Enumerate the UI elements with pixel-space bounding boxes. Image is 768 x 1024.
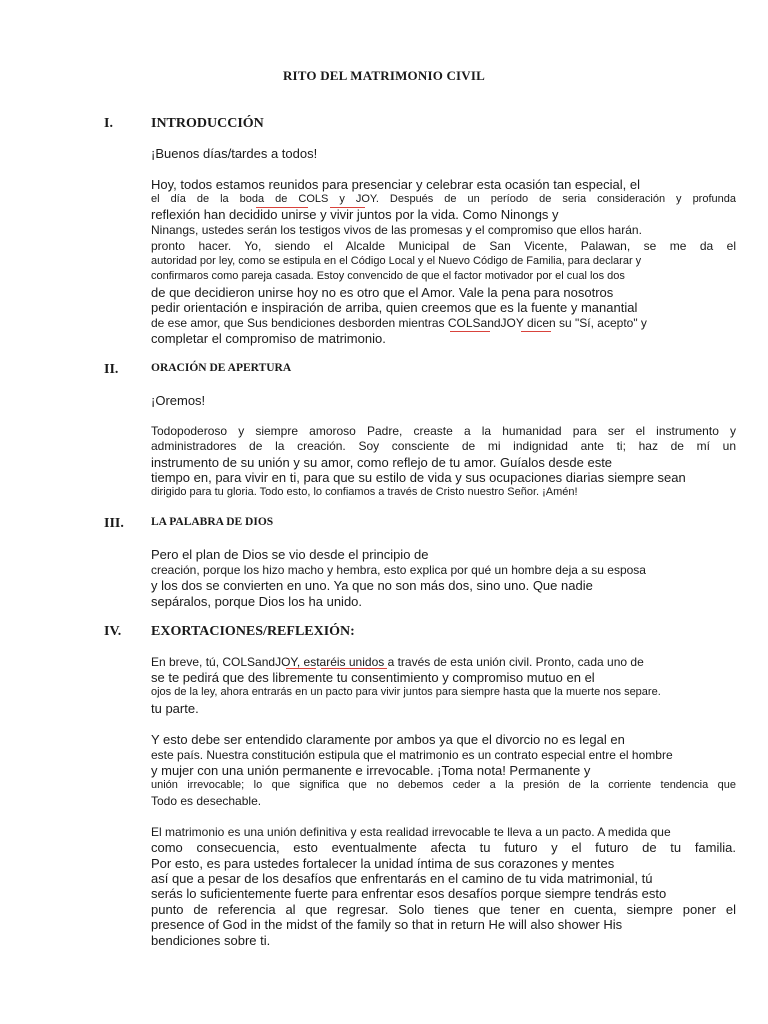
paragraph-line: tiempo en, para vivir en ti, para que su estilo de vida y sus ocupaciones diarias siempre sean [151, 470, 686, 485]
paragraph-line: y los dos se convierten en uno. Ya que no son más dos, sino uno. Que nadie [151, 578, 593, 593]
paragraph-line: completar el compromiso de matrimonio. [151, 331, 386, 346]
paragraph-line: pedir orientación e inspiración de arriba, quien creemos que es la fuente y manantial [151, 300, 638, 315]
paragraph-line: Hoy, todos estamos reunidos para presenciar y celebrar esta ocasión tan especial, el [151, 177, 640, 192]
section-heading: EXORTACIONES/REFLEXIÓN: [151, 624, 355, 639]
paragraph-line: autoridad por ley, como se estipula en el Código Local y el Nuevo Código de Familia, para declarar y [151, 255, 642, 267]
paragraph-line: creación, porque los hizo macho y hembra, esto explica por qué un hombre deja a su esposa [151, 563, 646, 577]
section-heading: INTRODUCCIÓN [151, 116, 264, 131]
section-heading: LA PALABRA DE DIOS [151, 516, 274, 528]
paragraph-line: y mujer con una unión permanente e irrevocable. ¡Toma nota! Permanente y [151, 763, 591, 778]
paragraph-line: Y esto debe ser entendido claramente por ambos ya que el divorcio no es legal en [151, 732, 625, 747]
paragraph-line: serás lo suficientemente fuerte para enfrentar esos desafíos porque siempre tendrás esto [151, 886, 667, 901]
paragraph-line: El matrimonio es una unión definitiva y esta realidad irrevocable te lleva a un pacto. A medida que [151, 825, 671, 839]
section-number: III. [104, 516, 124, 531]
paragraph-line: ojos de la ley, ahora entrarás en un pacto para vivir juntos para siempre hasta que la muerte nos separe. [151, 686, 661, 698]
spellcheck-underline [286, 668, 316, 669]
paragraph-line: así que a pesar de los desafíos que enfrentarás en el camino de tu vida matrimonial, tú [151, 871, 653, 886]
paragraph-line: ¡Oremos! [151, 393, 206, 408]
paragraph-line: ¡Buenos días/tardes a todos! [151, 146, 318, 161]
section-number: II. [104, 362, 119, 377]
paragraph-line: unión irrevocable; lo que significa que no debemos ceder a la presión de la corriente tendencia que [151, 779, 736, 791]
paragraph-line: tu parte. [151, 701, 199, 716]
paragraph-line: este país. Nuestra constitución estipula que el matrimonio es un contrato especial entre el hombre [151, 748, 673, 762]
paragraph-line: Pero el plan de Dios se vio desde el principio de [151, 547, 429, 562]
section-number: I. [104, 116, 113, 131]
paragraph-line: Todopoderoso y siempre amoroso Padre, creaste a la humanidad para ser el instrumento y [151, 424, 736, 438]
paragraph-line: se te pedirá que des libremente tu consentimiento y compromiso mutuo en el [151, 670, 595, 685]
paragraph-line: de ese amor, que Sus bendiciones desborden mientras COLSandJOY dicen su "Sí, acepto" y [151, 316, 647, 330]
paragraph-line: En breve, tú, COLSandJOY, estaréis unidos a través de esta unión civil. Pronto, cada uno de [151, 655, 644, 669]
paragraph-line: instrumento de su unión y su amor, como reflejo de tu amor. Guíalos desde este [151, 455, 613, 470]
paragraph-line: el día de la boda de COLS y JOY. Después de un período de seria consideración y profunda [151, 193, 736, 205]
paragraph-line: reflexión han decidido unirse y vivir juntos por la vida. Como Ninongs y [151, 207, 559, 222]
paragraph-line: pronto hacer. Yo, siendo el Alcalde Municipal de San Vicente, Palawan, se me da el [151, 239, 736, 253]
paragraph-line: Todo es desechable. [151, 794, 262, 808]
spellcheck-underline [256, 207, 308, 208]
paragraph-line: sepáralos, porque Dios los ha unido. [151, 594, 363, 609]
paragraph-line: presence of God in the midst of the family so that in return He will also shower His [151, 917, 623, 932]
paragraph-line: Por esto, es para ustedes fortalecer la unidad íntima de sus corazones y mentes [151, 856, 615, 871]
spellcheck-underline [321, 668, 387, 669]
paragraph-line: de que decidieron unirse hoy no es otro que el Amor. Vale la pena para nosotros [151, 285, 614, 300]
document-title: RITO DEL MATRIMONIO CIVIL [282, 68, 486, 83]
spellcheck-underline [330, 207, 365, 208]
paragraph-line: confirmaros como pareja casada. Estoy convencido de que el factor motivador por el cual los dos [151, 270, 625, 282]
paragraph-line: Ninangs, ustedes serán los testigos vivos de las promesas y el compromiso que ellos harán. [151, 223, 642, 237]
section-number: IV. [104, 624, 122, 639]
spellcheck-underline [450, 331, 490, 332]
paragraph-line: punto de referencia al que regresar. Solo tienes que tener en cuenta, siempre poner el [151, 902, 736, 917]
paragraph-line: administradores de la creación. Soy consciente de mi indignidad ante ti; haz de mí un [151, 439, 736, 453]
paragraph-line: bendiciones sobre ti. [151, 933, 271, 948]
section-heading: ORACIÓN DE APERTURA [151, 362, 292, 374]
paragraph-line: dirigido para tu gloria. Todo esto, lo confiamos a través de Cristo nuestro Señor. ¡Amén! [151, 486, 578, 498]
paragraph-line: como consecuencia, esto eventualmente afecta tu futuro y el futuro de tu familia. [151, 840, 736, 855]
spellcheck-underline [521, 331, 551, 332]
